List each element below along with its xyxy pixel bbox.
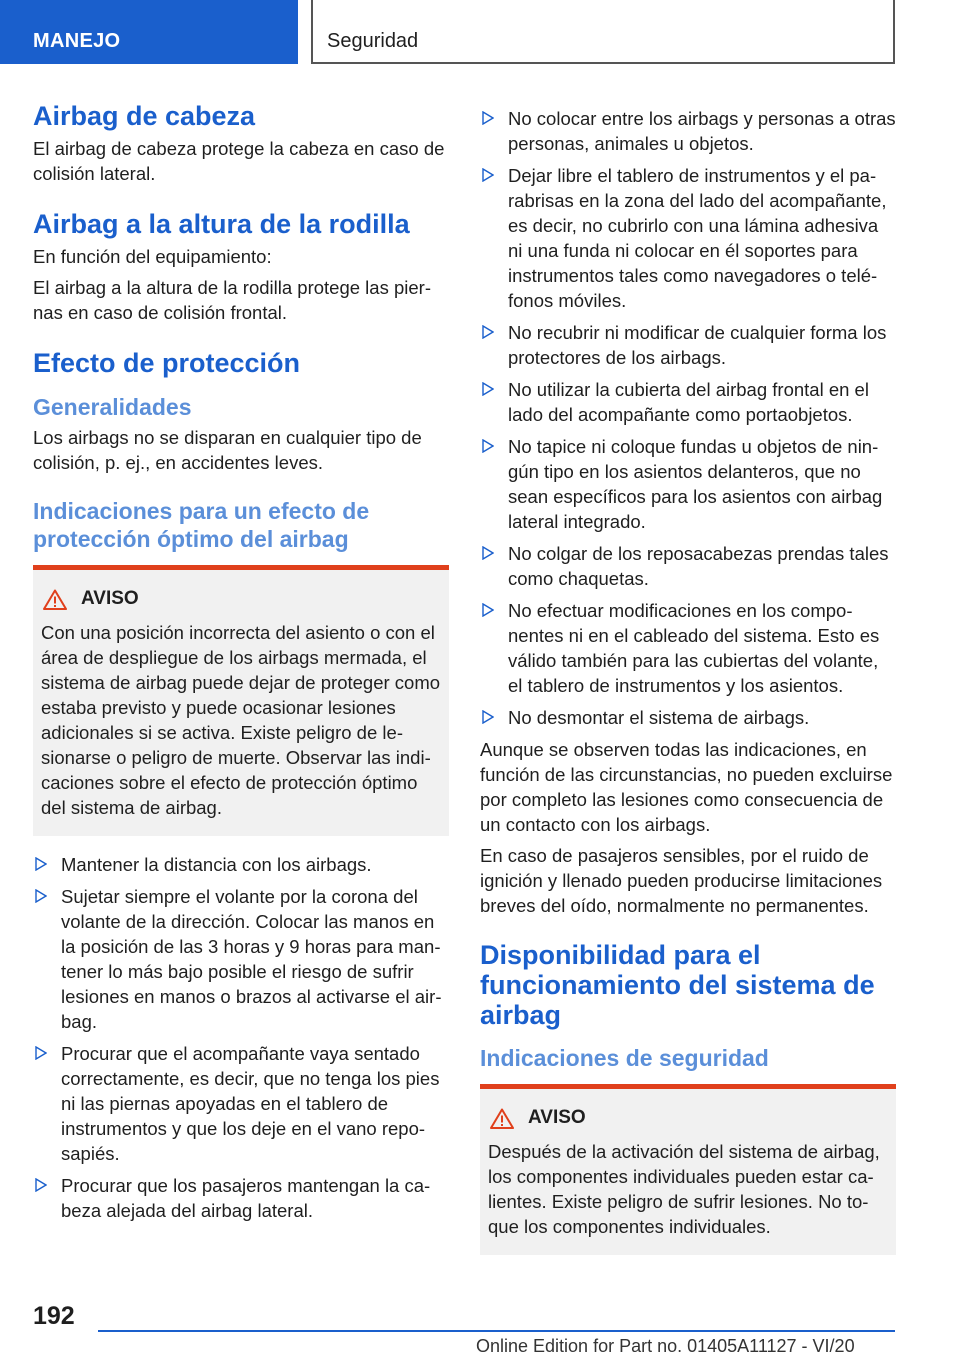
list-item: No tapice ni coloque fundas u objetos de ningún tipo en los asientos delanteros, que no sean específicos para los asientos con airbag lateral integrado.	[480, 434, 896, 534]
list-item: Dejar libre el tablero de instrumentos y el parabrisas en la zona del lado del acompañante, es decir, no cubrirlo con una lámina adhesiva ni una funda ni colocar en él soportes para instrumentos tales como navegadores o teléfonos móviles.	[480, 163, 896, 313]
list-item: No colgar de los reposacabezas prendas tales como chaquetas.	[480, 541, 896, 591]
triangle-bullet-icon	[482, 382, 494, 396]
warning-box	[33, 565, 449, 836]
triangle-bullet-icon	[35, 857, 47, 871]
section-tab	[0, 0, 298, 64]
triangle-bullet-icon	[482, 439, 494, 453]
list-item: Mantener la distancia con los airbags.	[33, 852, 449, 877]
footer-rule	[98, 1330, 895, 1332]
triangle-bullet-icon	[482, 168, 494, 182]
list-item: No desmontar el sistema de airbags.	[480, 705, 896, 730]
list-item: No colocar entre los airbags y personas a otras personas, animales u objetos.	[480, 106, 896, 156]
text-head-airbag: El airbag de cabeza protege la cabeza en caso de colisión lateral.	[33, 138, 445, 184]
list-item: Procurar que los pasajeros mantengan la cabeza alejada del airbag lateral.	[33, 1173, 449, 1223]
warning-box	[480, 1084, 896, 1255]
chapter-tab	[311, 0, 895, 64]
heading-protection-effect: Efecto de protección	[33, 348, 301, 378]
chapter-label: Seguridad	[327, 30, 419, 52]
list-item: Sujetar siempre el volante por la corona del volante de la dirección. Colocar las manos en la posición de las 3 horas y 9 horas para mantener lo más bajo posible el riesgo de sufrir lesiones en manos o brazos al activarse el airbag.	[33, 884, 449, 1034]
triangle-bullet-icon	[482, 603, 494, 617]
triangle-bullet-icon	[35, 1178, 47, 1192]
list-item: No efectuar modificaciones en los componentes ni en el cableado del sistema. Esto es válido también para las cubiertas del volante, el tablero de instrumentos y los asientos.	[480, 598, 896, 698]
triangle-bullet-icon	[482, 325, 494, 339]
list-right	[480, 106, 896, 730]
text-sensitive-passengers: En caso de pasajeros sensibles, por el ruido de ignición y llenado pueden producirse limitaciones breves del oído, normalmente no permanentes.	[480, 845, 883, 916]
text-although: Aunque se observen todas las indicaciones, en función de las circunstancias, no pueden excluirse por completo las lesiones como consecuencia de un contacto con los airbags.	[480, 739, 893, 835]
text-knee-2: El airbag a la altura de la rodilla protege las piernas en caso de colisión frontal.	[33, 277, 431, 323]
triangle-bullet-icon	[482, 546, 494, 560]
page-number: 192	[33, 1302, 75, 1330]
list-item: No utilizar la cubierta del airbag frontal en el lado del acompañante como portaobjetos.	[480, 377, 896, 427]
right-column	[480, 106, 896, 1271]
heading-safety-indications: Indicaciones de seguridad	[480, 1045, 769, 1071]
warning-title: AVISO	[81, 588, 139, 609]
heading-knee-airbag: Airbag a la altura de la rodilla	[33, 209, 410, 239]
warning-triangle-icon	[490, 1108, 514, 1129]
heading-head-airbag: Airbag de cabeza	[33, 101, 256, 131]
warning-triangle-icon	[43, 589, 67, 610]
heading-indications: Indicaciones para un efecto de protección óptimo del airbag	[33, 498, 370, 552]
list-item: No recubrir ni modificar de cualquier forma los protectores de los airbags.	[480, 320, 896, 370]
warning-text: Después de la activación del sistema de airbag, los componentes individuales pueden estar calientes. Existe peligro de sufrir lesiones. No toque los componentes individuales.	[488, 1141, 880, 1237]
warning-title: AVISO	[528, 1107, 586, 1128]
triangle-bullet-icon	[35, 1046, 47, 1060]
heading-availability: Disponibilidad para el funcionamiento del sistema de airbag	[480, 940, 875, 1030]
left-column	[33, 100, 449, 1230]
triangle-bullet-icon	[482, 710, 494, 724]
warning-text: Con una posición incorrecta del asiento o con el área de despliegue de los airbags mermada, el sistema de airbag puede dejar de proteger como estaba previsto y puede ocasionar lesiones adicionales si se activa. Existe peligro de lesionarse o peligro de muerte. Observar las indicaciones sobre el efecto de protección óptimo del sistema de airbag.	[41, 622, 441, 818]
text-general: Los airbags no se disparan en cualquier tipo de colisión, p. ej., en accidentes leves.	[33, 427, 422, 473]
heading-general: Generalidades	[33, 394, 192, 420]
triangle-bullet-icon	[482, 111, 494, 125]
list-item: Procurar que el acompañante vaya sentado correctamente, es decir, que no tenga los pies ni las piernas apoyadas en el tablero de instrumentos y que los deje en el vano reposapiés.	[33, 1041, 449, 1166]
text-knee-1: En función del equipamiento:	[33, 246, 272, 267]
triangle-bullet-icon	[35, 889, 47, 903]
list-left	[33, 852, 449, 1223]
section-label: MANEJO	[33, 30, 121, 52]
footer-edition: Online Edition for Part no. 01405A11127 - VI/20	[476, 1336, 855, 1356]
